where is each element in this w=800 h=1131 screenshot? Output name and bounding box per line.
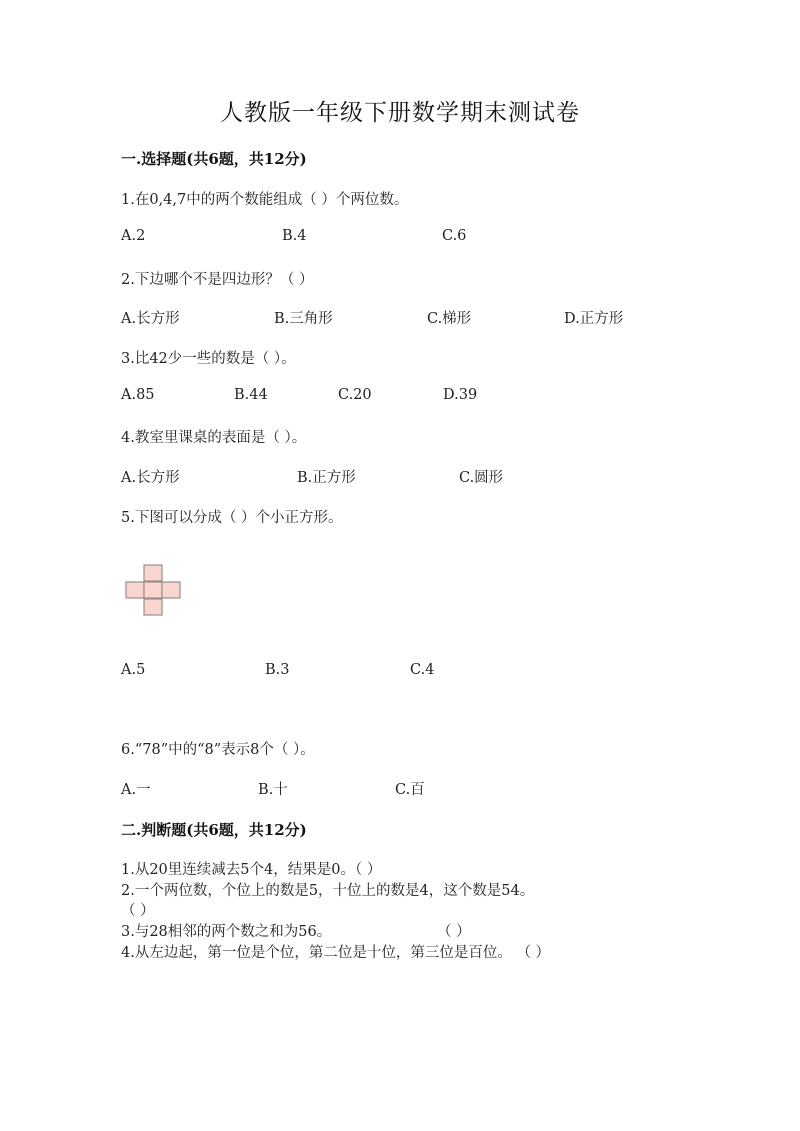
q2-option-c: C.梯形 bbox=[427, 311, 472, 327]
judgement-2-brackets: （ ） bbox=[121, 903, 155, 919]
figure-cell-left bbox=[126, 582, 144, 598]
figure-cell-top bbox=[144, 565, 162, 581]
q5-option-a: A.5 bbox=[121, 662, 146, 678]
q2-option-a: A.长方形 bbox=[121, 311, 180, 327]
judgement-4: 4.从左边起，第一位是个位，第二位是十位，第三位是百位。 （ ） bbox=[121, 945, 551, 961]
question-1: 1.在0,4,7中的两个数能组成（ ）个两位数。 bbox=[121, 192, 409, 208]
q6-option-c: C.百 bbox=[395, 782, 425, 798]
question-2: 2.下边哪个不是四边形？（ ） bbox=[121, 272, 314, 288]
section-heading-choice: 一.选择题(共6题，共12分) bbox=[121, 150, 307, 168]
q4-option-c: C.圆形 bbox=[459, 470, 504, 486]
q3-option-a: A.85 bbox=[121, 387, 155, 403]
q5-option-c: C.4 bbox=[410, 662, 435, 678]
judgement-3: 3.与28相邻的两个数之和为56。 bbox=[121, 924, 332, 940]
cross-figure bbox=[125, 564, 181, 616]
q3-option-d: D.39 bbox=[443, 387, 478, 403]
q4-option-b: B.正方形 bbox=[297, 470, 356, 486]
q6-option-b: B.十 bbox=[258, 782, 288, 798]
question-3: 3.比42少一些的数是（ ）。 bbox=[121, 351, 296, 367]
question-4: 4.教室里课桌的表面是（ ）。 bbox=[121, 430, 307, 446]
judgement-3-brackets: （ ） bbox=[437, 924, 471, 940]
figure-cell-center bbox=[144, 582, 162, 598]
question-5: 5.下图可以分成（ ）个小正方形。 bbox=[121, 510, 343, 526]
q3-option-b: B.44 bbox=[234, 387, 268, 403]
judgement-2: 2.一个两位数，个位上的数是5，十位上的数是4，这个数是54。 bbox=[121, 883, 535, 899]
question-6: 6.“78”中的“8”表示8个（ ）。 bbox=[121, 742, 315, 758]
q2-option-d: D.正方形 bbox=[564, 311, 624, 327]
section-heading-judgement: 二.判断题(共6题，共12分) bbox=[121, 821, 307, 839]
judgement-1: 1.从20里连续减去5个4，结果是0。（ ） bbox=[121, 862, 382, 878]
q6-option-a: A.一 bbox=[121, 782, 151, 798]
q1-option-a: A.2 bbox=[121, 228, 146, 244]
q1-option-b: B.4 bbox=[282, 228, 307, 244]
q1-option-c: C.6 bbox=[442, 228, 467, 244]
page-title: 人教版一年级下册数学期末测试卷 bbox=[220, 100, 580, 126]
figure-cell-right bbox=[162, 582, 180, 598]
q4-option-a: A.长方形 bbox=[121, 470, 180, 486]
q2-option-b: B.三角形 bbox=[274, 311, 333, 327]
figure-cell-bottom bbox=[144, 599, 162, 615]
q5-option-b: B.3 bbox=[265, 662, 290, 678]
q3-option-c: C.20 bbox=[338, 387, 372, 403]
